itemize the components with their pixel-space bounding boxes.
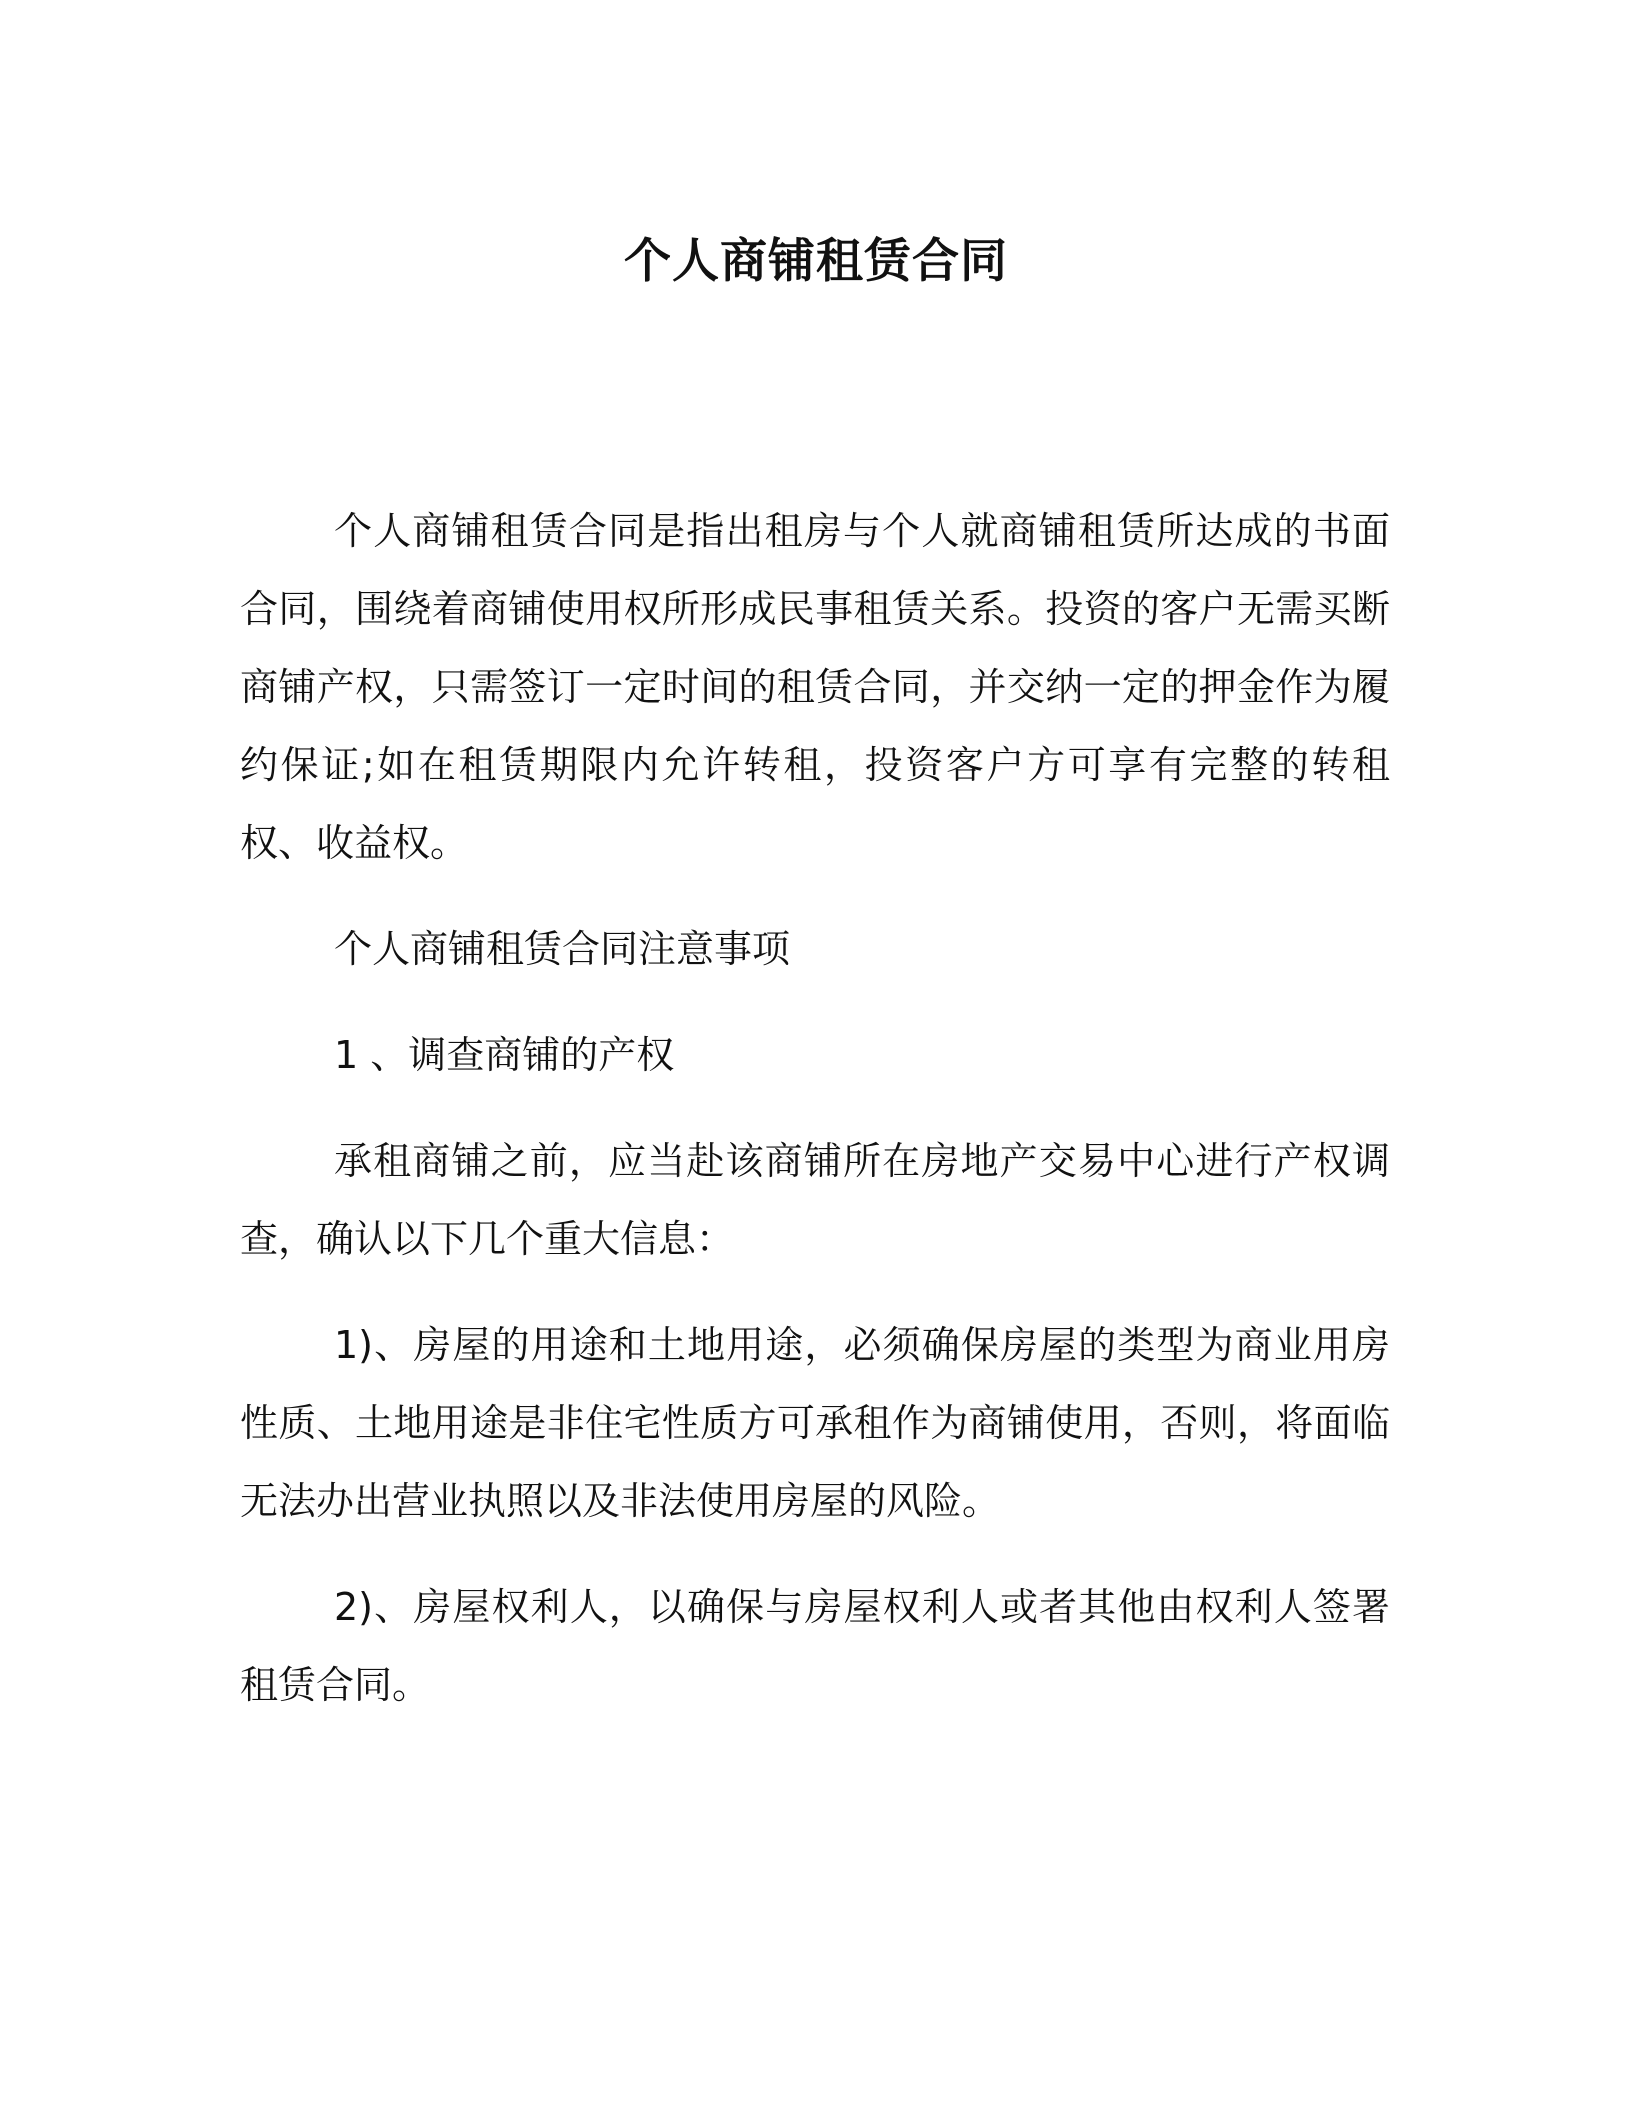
paragraph-property-investigation: 承租商铺之前，应当赴该商铺所在房地产交易中心进行产权调查，确认以下几个重大信息： <box>240 1139 1390 1261</box>
section-heading-property-check: 1 、调查商铺的产权 <box>334 1033 675 1077</box>
paragraph-item-owner: 2)、房屋权利人，以确保与房屋权利人或者其他由权利人签署租赁合同。 <box>240 1585 1390 1707</box>
section-heading-notes: 个人商铺租赁合同注意事项 <box>334 927 791 971</box>
paragraph-item-usage: 1)、房屋的用途和土地用途，必须确保房屋的类型为商业用房性质、土地用途是非住宅性质方可承租作为商铺使用，否则，将面临无法办出营业执照以及非法使用房屋的风险。 <box>240 1323 1390 1523</box>
paragraph-definition: 个人商铺租赁合同是指出租房与个人就商铺租赁所达成的书面合同，围绕着商铺使用权所形成民事租赁关系。投资的客户无需买断商铺产权，只需签订一定时间的租赁合同，并交纳一定的押金作为履约保证;如在租赁期限内允许转租，投资客户方可享有完整的转租权、收益权。 <box>240 509 1390 865</box>
document-title: 个人商铺租赁合同 <box>624 234 1008 289</box>
document-body <box>240 492 1390 1752</box>
